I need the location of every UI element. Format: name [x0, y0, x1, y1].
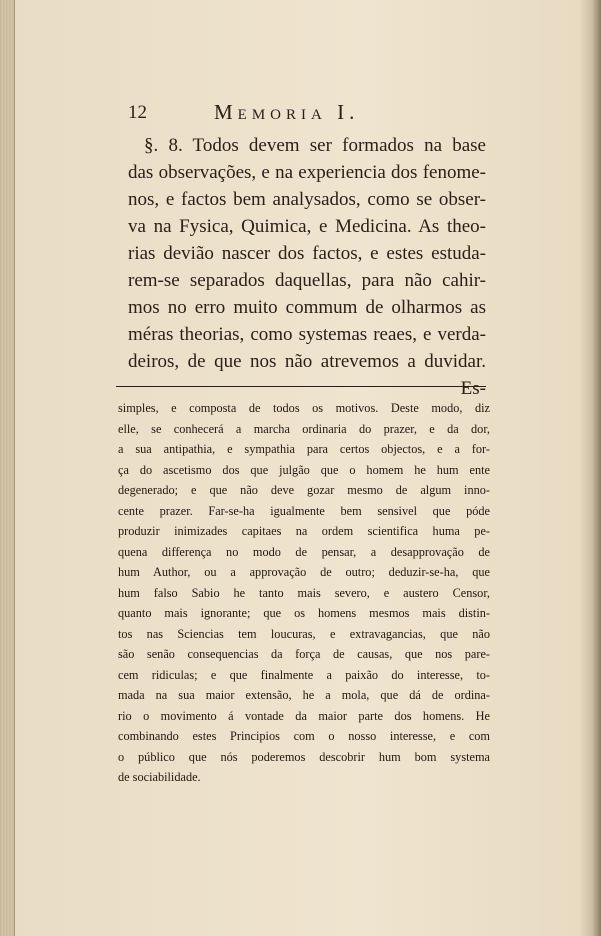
main-line: rias devião nascer dos factos, e estes estuda- — [128, 243, 486, 264]
main-line: mos no erro muito commum de olharmos as — [128, 297, 486, 318]
main-line: va na Fysica, Quimica, e Medicina. As theo- — [128, 216, 486, 237]
footnote — [118, 398, 490, 788]
footnote-line: combinando estes Principios com o nosso interesse, e com — [118, 729, 490, 743]
footnote-line: quena differença no modo de pensar, a desapprovação de — [118, 544, 490, 559]
footnote-rule — [116, 386, 486, 387]
main-line: deiros, de que nos não atrevemos a duvidar. — [128, 351, 486, 372]
main-line: das observações, e na experiencia dos fenome- — [128, 162, 486, 183]
footnote-line: cem ridiculas; e que finalmente a paixão do interesse, to- — [118, 667, 490, 682]
footnote-line: de sociabilidade. — [118, 770, 201, 784]
footnote-line: tos nas Sciencias tem loucuras, e extravagancias, que não — [118, 626, 490, 641]
footnote-line: o público que nós poderemos descobrir hum bom systema — [118, 749, 490, 764]
footnote-line: hum falso Sabio he tanto mais severo, e austero Censor, — [118, 585, 490, 600]
footnote-line: a sua antipathia, e sympathia para certos objectos, e a for- — [118, 442, 490, 456]
footnote-line: elle, se conhecerá a marcha ordinaria do prazer, e da dor, — [118, 421, 490, 436]
main-line: méras theorias, como systemas reaes, e verda- — [128, 324, 486, 345]
running-head — [128, 98, 488, 126]
footnote-line: mada na sua maior extensão, he a mola, que dá de ordina- — [118, 688, 490, 702]
running-title: Memoria I. — [214, 100, 360, 124]
footnote-line: simples, e composta de todos os motivos. Deste modo, diz — [118, 401, 490, 415]
footnote-line: rio o movimento á vontade da maior parte dos homens. He — [118, 708, 490, 723]
footnote-line: quanto mais ignorante; que os homens mesmos mais distin- — [118, 606, 490, 620]
footnote-line: cente prazer. Far-se-ha igualmente bem sensivel que póde — [118, 503, 490, 518]
main-line: §. 8. Todos devem ser formados na base — [144, 135, 486, 156]
main-line: rem-se separados daquellas, para não cahir- — [128, 270, 486, 291]
catchword: Es- — [460, 378, 486, 399]
footnote-line: degenerado; e que não deve gozar mesmo de algum inno- — [118, 483, 490, 497]
page-number: 12 — [128, 102, 147, 123]
main-paragraph — [128, 132, 486, 402]
binding-gutter-shadow — [579, 0, 601, 936]
footnote-line: são senão consequencias da força de causas, que nos pare- — [118, 647, 490, 661]
main-line: nos, e factos bem analysados, como se obser- — [128, 189, 486, 210]
footnote-line: ça do ascetismo dos que julgão que o homem he hum ente — [118, 462, 490, 477]
page-fore-edge — [0, 0, 15, 936]
footnote-line: produzir inimizades capitaes na ordem scientifica huma pe- — [118, 524, 490, 538]
footnote-line: hum Author, ou a approvação de outro; deduzir-se-ha, que — [118, 565, 490, 579]
